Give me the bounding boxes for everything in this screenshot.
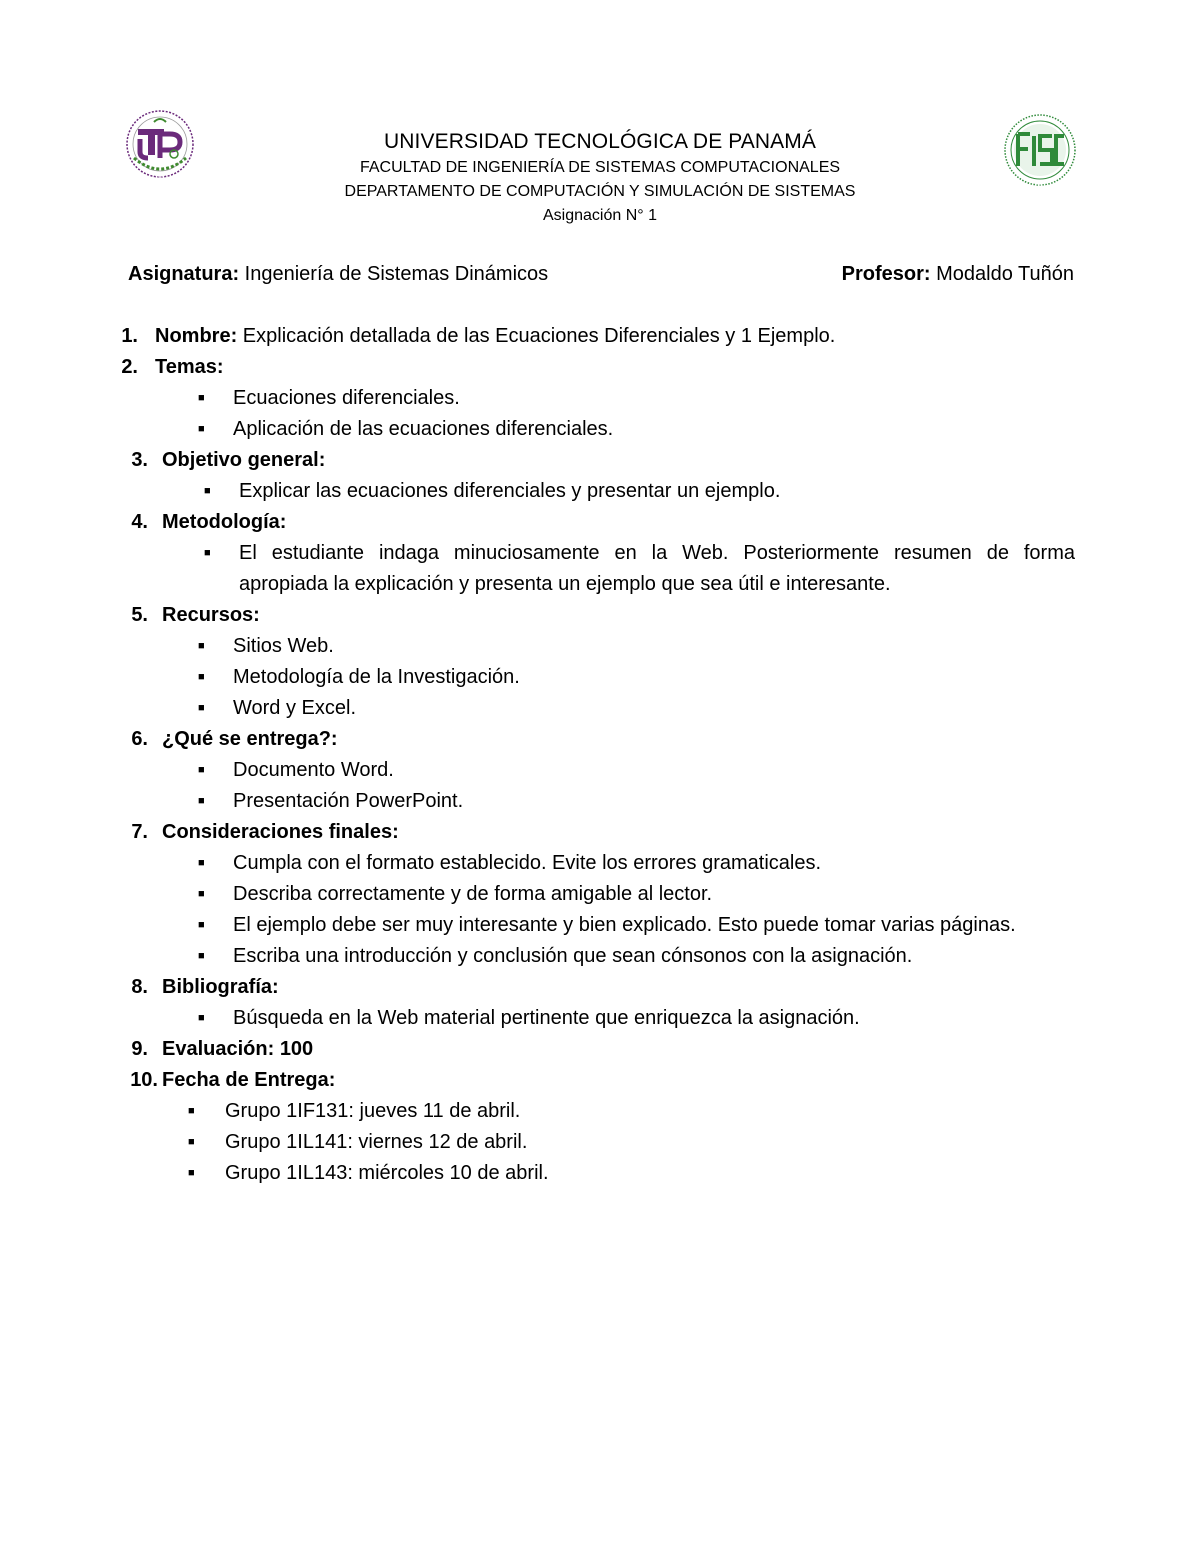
square-bullet-icon: ■ (198, 888, 205, 900)
list-item-number: 2. (121, 356, 138, 378)
bullet-item (0, 1003, 1200, 1034)
subject (128, 260, 548, 288)
bullet-item (0, 879, 1200, 910)
bullet-text: Aplicación de las ecuaciones diferenciales. (233, 418, 614, 440)
list-item-content (162, 1034, 313, 1065)
list-item-label: Nombre: (155, 325, 238, 347)
list-item (0, 352, 1200, 383)
list-item-label: Temas: (155, 356, 224, 378)
square-bullet-icon: ■ (198, 950, 205, 962)
bullet-text: Ecuaciones diferenciales. (233, 387, 460, 409)
bullet-text: Word y Excel. (233, 697, 356, 719)
square-bullet-icon: ■ (198, 795, 205, 807)
square-bullet-icon: ■ (198, 423, 205, 435)
list-item (0, 507, 1200, 538)
square-bullet-icon: ■ (204, 547, 211, 559)
square-bullet-icon: ■ (188, 1167, 195, 1179)
bullet-item (0, 662, 1200, 693)
bullet-text: El ejemplo debe ser muy interesante y bien explicado. Esto puede tomar varias páginas. (233, 914, 1016, 936)
list-item-content (162, 972, 279, 1003)
bullet-text: Sitios Web. (233, 635, 334, 657)
assignment-number: Asignación N° 1 (542, 207, 657, 224)
bullet-text: El estudiante indaga minuciosamente en la Web. Posteriormente resumen de forma apropiada la explicación y presenta un ejemplo que sea útil e interesante. (239, 542, 1075, 595)
course-line (128, 260, 1074, 288)
bullet-text: Cumpla con el formato establecido. Evite los errores gramaticales. (233, 852, 822, 874)
bullet-text: Grupo 1IL143: miércoles 10 de abril. (225, 1162, 549, 1184)
bullet-item (0, 414, 1200, 445)
list-item-number: 3. (131, 449, 148, 471)
list-item-label: Metodología: (162, 511, 287, 533)
bullet-item (0, 755, 1200, 786)
list-item-content (162, 817, 399, 848)
list-item-label: Objetivo general: (162, 449, 326, 471)
square-bullet-icon: ■ (198, 857, 205, 869)
list-item-number: 6. (131, 728, 148, 750)
bullet-text: Metodología de la Investigación. (233, 666, 520, 688)
bullet-text: Grupo 1IF131: jueves 11 de abril. (225, 1100, 521, 1122)
list-item-content (162, 445, 325, 476)
faculty-title: FACULTAD DE INGENIERÍA DE SISTEMAS COMPUTACIONALES (359, 159, 841, 176)
list-item-number: 8. (131, 976, 148, 998)
bullet-text: Describa correctamente y de forma amigable al lector. (233, 883, 713, 905)
list-item (0, 724, 1200, 755)
bullet-item (0, 1096, 1200, 1127)
bullet-item (0, 1158, 1200, 1189)
square-bullet-icon: ■ (198, 764, 205, 776)
square-bullet-icon: ■ (188, 1136, 195, 1148)
university-title: UNIVERSIDAD TECNOLÓGICA DE PANAMÁ (384, 130, 816, 153)
list-item-label: Consideraciones finales: (162, 821, 399, 843)
bullet-item (0, 1127, 1200, 1158)
list-item (0, 321, 1200, 352)
list-item-content (162, 724, 338, 755)
square-bullet-icon: ■ (198, 1012, 205, 1024)
list-item (0, 600, 1200, 631)
professor-value: Modaldo Tuñón (930, 263, 1074, 285)
list-item-label: Fecha de Entrega: (162, 1069, 336, 1091)
bullet-text: Presentación PowerPoint. (233, 790, 464, 812)
square-bullet-icon: ■ (204, 485, 211, 497)
bullet-text: Escriba una introducción y conclusión que sean cónsonos con la asignación. (233, 945, 913, 967)
bullet-item (0, 476, 1200, 507)
bullet-item (0, 693, 1200, 724)
fisc-logo-text: FISC (1035, 182, 1045, 187)
list-item-content (162, 1065, 335, 1096)
department-title: DEPARTAMENTO DE COMPUTACIÓN Y SIMULACIÓN DE SISTEMAS (344, 183, 856, 200)
square-bullet-icon: ■ (198, 671, 205, 683)
utp-logo-text: UTP (156, 174, 164, 179)
bullet-item (0, 631, 1200, 662)
list-item (0, 445, 1200, 476)
list-item (0, 1034, 1200, 1065)
professor (842, 260, 1074, 288)
subject-value: Ingeniería de Sistemas Dinámicos (239, 263, 549, 285)
bullet-text: Búsqueda en la Web material pertinente que enriquezca la asignación. (233, 1007, 860, 1029)
square-bullet-icon: ■ (188, 1105, 195, 1117)
square-bullet-icon: ■ (198, 640, 205, 652)
bullet-item (0, 910, 1200, 941)
list-item-label: Recursos: (162, 604, 260, 626)
assignment-list (0, 321, 1200, 1189)
list-item-number: 4. (131, 511, 148, 533)
list-item (0, 817, 1200, 848)
list-item-number: 5. (131, 604, 148, 626)
list-item-number: 10. (130, 1069, 158, 1091)
list-item-number: 1. (121, 325, 138, 347)
bullet-item (0, 786, 1200, 817)
bullet-item (0, 383, 1200, 414)
square-bullet-icon: ■ (198, 392, 205, 404)
bullet-text: Grupo 1IL141: viernes 12 de abril. (225, 1131, 528, 1153)
bullet-item (0, 848, 1200, 879)
list-item-number: 9. (131, 1038, 148, 1060)
bullet-item (0, 941, 1200, 972)
bullet-text: Documento Word. (233, 759, 394, 781)
bullet-item (0, 538, 1200, 600)
bullet-text: Explicar las ecuaciones diferenciales y presentar un ejemplo. (239, 480, 781, 502)
professor-label: Profesor: (841, 263, 931, 285)
list-item-label: ¿Qué se entrega?: (162, 728, 338, 750)
list-item (0, 972, 1200, 1003)
list-item-text: Explicación detallada de las Ecuaciones Diferenciales y 1 Ejemplo. (237, 325, 836, 347)
subject-label: Asignatura: (128, 263, 240, 285)
list-item-number: 7. (131, 821, 148, 843)
list-item-label: Bibliografía: (162, 976, 279, 998)
list-item (0, 1065, 1200, 1096)
document-header (0, 128, 1200, 228)
list-item-content (162, 507, 286, 538)
list-item-content (162, 600, 260, 631)
list-item-label: Evaluación: 100 (162, 1038, 314, 1060)
list-item-content (155, 352, 224, 383)
square-bullet-icon: ■ (198, 919, 205, 931)
list-item-content (155, 321, 835, 352)
square-bullet-icon: ■ (198, 702, 205, 714)
